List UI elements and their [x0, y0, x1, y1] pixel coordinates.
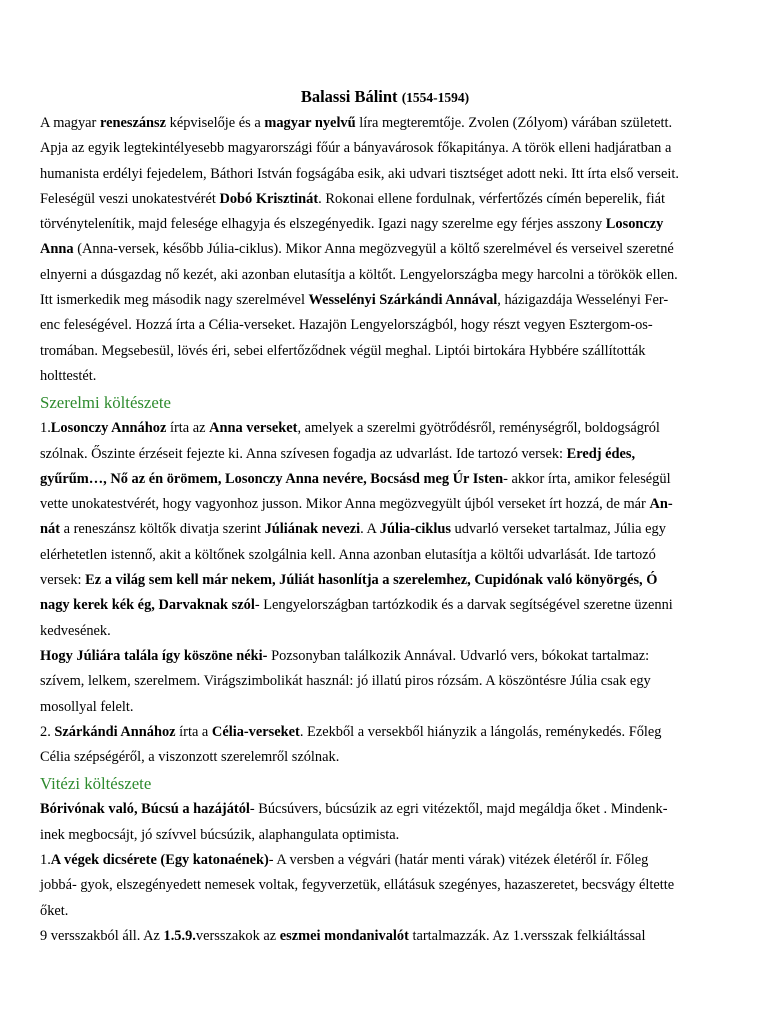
text-line [40, 644, 730, 669]
text-line [40, 136, 730, 161]
bold-text: An- [649, 496, 673, 513]
document-page [40, 86, 730, 949]
text-run: a reneszánsz költők divatja szerint [60, 521, 265, 538]
text-run: (Anna-versek, később Júlia-ciklus). Mikor Anna megözvegyül a költő szerelmével és verseivel szeretné [73, 241, 674, 258]
bold-text: Eredj édes, [566, 445, 636, 462]
text-run: holttestét. [40, 367, 97, 384]
text-run: enc feleségével. Hozzá írta a Célia-verseket. Hazajön Lengyelországból, hogy részt vegyen Esztergom-os- [40, 317, 653, 334]
text-run: őket. [40, 902, 69, 919]
text-line [40, 162, 730, 187]
text-line [40, 745, 730, 770]
text-run: képviselője és a [166, 115, 265, 131]
text-run: tromában. Megsebesül, lövés éri, sebei elfertőződnek végül meghal. Liptói birtokára Hybbére szállították [40, 342, 646, 359]
text-line [40, 187, 730, 212]
text-run: humanista erdélyi fejedelem, Báthori István fogságába esik, aki udvari tisztséget adott neki. Itt írta első verseit. [40, 165, 679, 182]
bold-text: Bórivónak való, Búcsú a hazájától [40, 801, 250, 818]
bold-text: nát [40, 521, 60, 538]
text-run: mosollyal felelt. [40, 698, 134, 715]
bold-text: eszmei mondanivalót [279, 927, 409, 944]
text-run: szívem, lelkem, szerelmem. Virágszimbolikát használ: jó illatú piros rózsám. A köszöntésre Júlia csak egy [40, 673, 651, 690]
text-line [40, 619, 730, 644]
text-line [40, 924, 730, 949]
text-run: inek megbocsájt, jó szívvel búcsúzik, alaphangulata optimista. [40, 826, 400, 843]
text-line [40, 823, 730, 848]
text-run: szólnak. Őszinte érzéseit fejezte ki. Anna szívesen fogadja az udvarlást. Ide tartozó versek: [40, 445, 567, 462]
text-line [40, 111, 730, 136]
text-line [40, 237, 730, 262]
bold-text: Anna [40, 241, 74, 258]
bold-text: Júlia-ciklus [379, 521, 451, 538]
text-run: 1. [40, 852, 51, 869]
text-run: Feleségül veszi unokatestvérét [40, 190, 220, 207]
bold-text: Hogy Júliára talála így köszöne néki- [40, 647, 268, 664]
text-run: - A versben a végvári (határ menti várak) vitézek életéről ír. Főleg [268, 852, 649, 869]
text-line [40, 364, 730, 389]
text-run: - Búcsúvers, búcsúzik az egri vitézektől, majd megáldja őket . Mindenk- [249, 801, 668, 818]
heading-warrior-poetry: Vitézi költészete [40, 774, 152, 794]
text-line [40, 517, 730, 542]
text-run: . Rokonai ellene fordulnak, vérfertőzés címén beperelik, fiát [318, 190, 666, 207]
text-run: vette unokatestvérét, hogy vagyonhoz jusson. Mikor Anna megözvegyült újból verseket írt hozzá, de már [40, 496, 650, 513]
text-run: elérhetetlen istennő, akit a költőnek szolgálnia kell. Anna azonban elutasítja a költői udvarlását. Ide tartozó [40, 546, 656, 563]
text-run: tartalmazzák. Az 1.versszak felkiáltással [408, 927, 646, 944]
text-line [40, 442, 730, 467]
bold-text: Célia-verseket [211, 723, 300, 740]
text-run: Pozsonyban találkozik Annával. Udvarló vers, bókokat tartalmaz: [267, 647, 650, 664]
text-run: Apja az egyik legtekintélyesebb magyarországi főúr a bányavárosok főkapitánya. A török elleni hadjáratban a [40, 140, 672, 157]
bold-text: Júliának nevezi [264, 521, 361, 538]
text-line [40, 288, 730, 313]
text-line [40, 212, 730, 237]
text-line [40, 467, 730, 492]
love-poetry-paragraph [40, 416, 730, 770]
text-run: versek: [40, 572, 86, 589]
bold-text: Losonczy Annához [50, 420, 167, 437]
text-run: udvarló verseket tartalmaz, Júlia egy [450, 521, 666, 538]
text-run: Célia szépségéről, a viszonzott szerelemről szólnak. [40, 749, 340, 766]
warrior-poetry-paragraph [40, 797, 730, 949]
text-run: elnyerni a dúsgazdag nő kezét, aki azonban elutasítja a költőt. Lengyelországba megy harcolni a törökök ellen. [40, 266, 678, 283]
text-run: törvénytelenítik, majd felesége elhagyja és elszegényedik. Igazi nagy szerelme egy férjes asszony [40, 216, 606, 233]
text-run: , házigazdája Wesselényi Fer- [497, 292, 669, 309]
text-run: versszakok az [195, 927, 280, 944]
text-line [40, 543, 730, 568]
text-line [40, 263, 730, 288]
text-line [40, 313, 730, 338]
title-name: Balassi Bálint [300, 87, 398, 106]
text-line [40, 339, 730, 364]
bold-text: 1.5.9. [163, 927, 196, 944]
text-run: , amelyek a szerelmi gyötrődésről, reménységről, boldogságról [297, 420, 660, 437]
text-run: jobbá- gyok, elszegényedett nemesek voltak, fegyverzetük, ellátásuk szegényes, hazaszeretet, becsvágy éltette [40, 877, 675, 894]
text-line [40, 899, 730, 924]
text-run: - Lengyelországban tartózkodik és a darvak segítségével szeretne üzenni [254, 597, 673, 614]
bold-text: A végek dicsérete (Egy katonaének) [50, 852, 269, 869]
bold-text: gyűrűm…, Nő az én örömem, Losonczy Anna nevére, Bocsásd meg Úr Isten [40, 470, 504, 487]
page-title [40, 86, 730, 111]
text-run: Itt ismerkedik meg második nagy szerelmével [40, 292, 309, 309]
bold-text: reneszánsz [99, 115, 167, 131]
text-run: 2. [40, 723, 55, 740]
text-line [40, 873, 730, 898]
text-line [40, 416, 730, 441]
text-line [40, 593, 730, 618]
title-years: (1554-1594) [401, 90, 470, 105]
text-run: 9 versszakból áll. Az [40, 927, 164, 944]
text-run: - akkor írta, amikor feleségül [503, 470, 671, 487]
text-run: . Ezekből a versekből hiányzik a lángolás, reménykedés. Főleg [299, 723, 662, 740]
text-line [40, 848, 730, 873]
bold-text: Szárkándi Annához [54, 723, 176, 740]
bold-text: Anna verseket [209, 420, 298, 437]
text-line [40, 720, 730, 745]
text-run: írta a [175, 723, 212, 740]
text-run: líra megteremtője. Zvolen (Zólyom) várában született. [355, 115, 673, 131]
text-line [40, 669, 730, 694]
text-run: kedvesének. [40, 622, 111, 639]
bold-text: magyar nyelvű [264, 115, 356, 131]
text-run: 1. [40, 420, 51, 437]
text-line [40, 568, 730, 593]
bold-text: Ez a világ sem kell már nekem, Júliát hasonlítja a szerelemhez, Cupidónak való könyörgés, Ó [85, 572, 658, 589]
text-line [40, 695, 730, 720]
bold-text: Losonczy [605, 216, 664, 233]
text-line [40, 797, 730, 822]
text-run: írta az [166, 420, 210, 437]
text-run: . A [360, 521, 380, 538]
bold-text: Wesselényi Szárkándi Annával [308, 292, 498, 309]
heading-love-poetry: Szerelmi költészete [40, 393, 171, 413]
bold-text: Dobó Krisztinát [219, 190, 319, 207]
text-line [40, 492, 730, 517]
intro-paragraph [40, 111, 730, 389]
bold-text: nagy kerek kék ég, Darvaknak szól [40, 597, 255, 614]
text-run: A magyar [40, 115, 100, 131]
